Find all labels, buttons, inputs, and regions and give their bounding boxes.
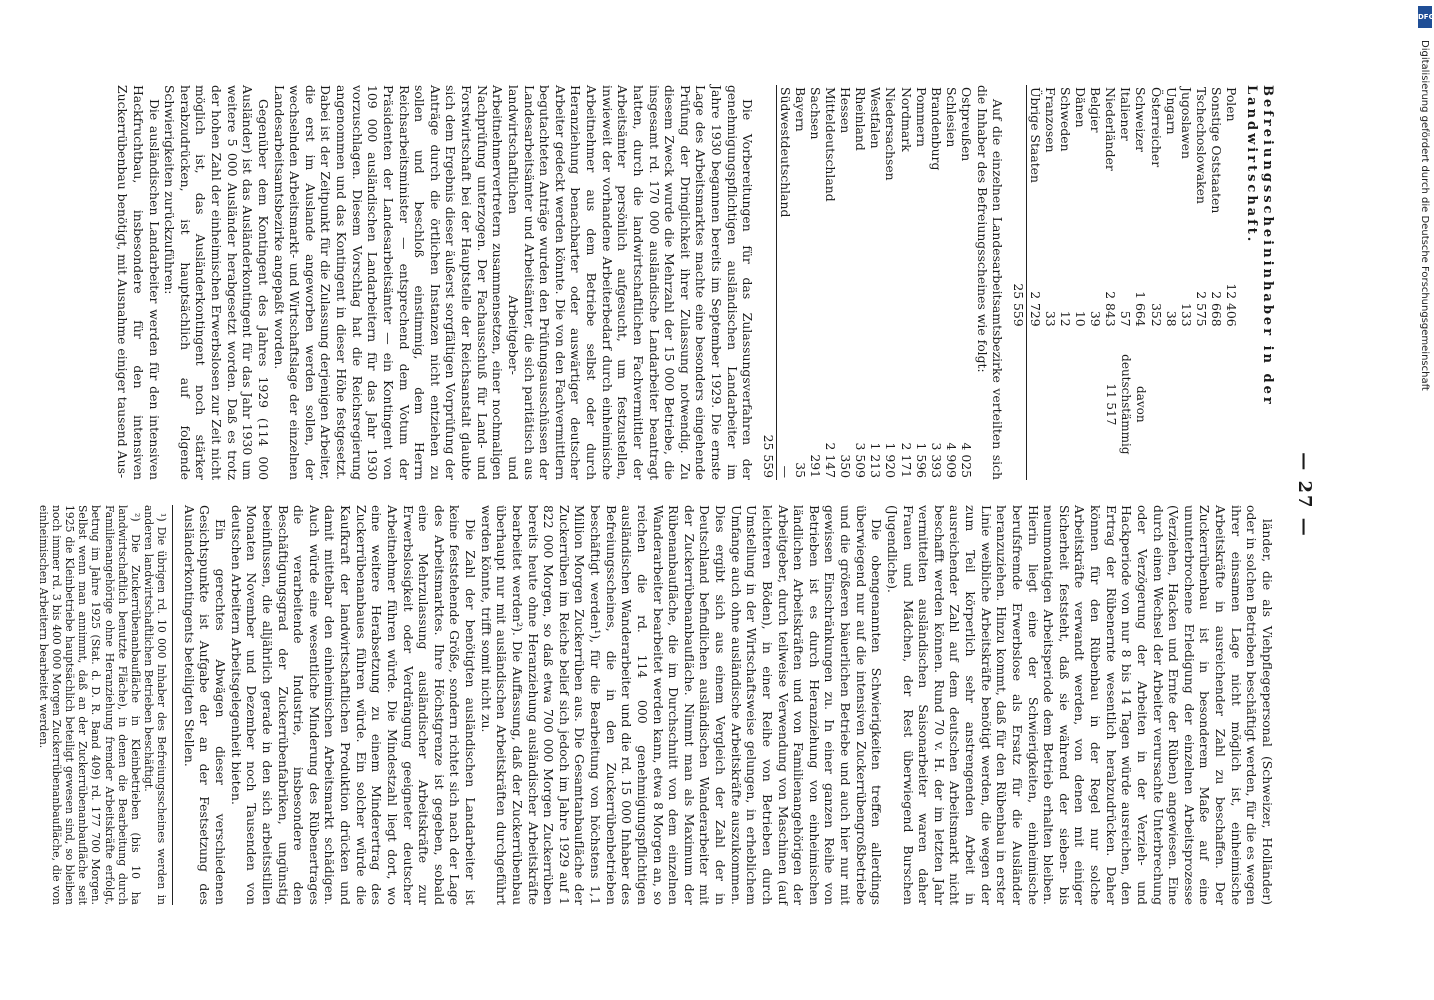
total-spacer <box>761 267 777 418</box>
stats-heading: Befreiungsscheininhaber in der Landwirtschaft. <box>1243 85 1275 407</box>
table-row <box>1027 85 1043 480</box>
row-value: 1 920 <box>883 442 899 478</box>
row-value: 39 <box>1088 310 1104 327</box>
table-row <box>838 85 853 480</box>
table-row <box>1179 85 1194 480</box>
row-spacer <box>959 267 974 418</box>
table-row <box>1088 85 1103 480</box>
row-value: 1 664 <box>1133 291 1149 327</box>
table-row <box>868 85 883 480</box>
row-value: 133 <box>1178 303 1194 327</box>
paragraph: Die Zahl der benötigten ausländischen Landarbeiter ist keine feststehende Größe, sondern richtet sich nach der Lage des Arbeitsmarktes. Ihre Höchstgrenze ist gegeben, sobald eine Mehrzulassung ausländischer Arbeitskräfte zur Erwerbslosigkeit oder Verdrängung geeigneter deutscher Arbeitnehmer führen würde. Die Mindestzahl liegt dort, wo eine weitere Herabsetzung zu einem Minderertrag des Zuckerrübenanbaues führen würde. Ein solcher würde die Kaufkraft der landwirtschaftlichen Produktion drücken und damit mittelbar den einheimischen Arbeitsmarkt schädigen. Auch würde eine wesentliche Minderung des Rübenertrages die verarbeitende Industrie, insbesondere den Beschäftigungsgrad der Zuckerrübenfabriken, ungünstig beeinflussen, die alljährlich gerade in den sich arbeitsstillen Monaten November und Dezember noch Tausenden von deutschen Arbeitern Arbeitsgelegenheit bieten. <box>228 505 479 905</box>
row-label: Nordmark <box>898 87 914 152</box>
row-label: Hessen <box>838 87 854 134</box>
paragraph: Gegenüber dem Kontingent des Jahres 1929 (114 000 Ausländer) ist das Ausländerkontingent für das Jahr 1930 um weitere 5 000 Ausländer herabgesetzt worden. Daß es trotz der hohen Zahl der einheimischen Erwerbslosen zur Zeit nicht möglich ist, das Ausländerkontingent noch stärker herabzudrücken, ist hauptsächlich auf folgende Schwierigkeiten zurückzuführen: <box>162 85 271 480</box>
row-spacer <box>808 267 823 418</box>
row-note <box>1224 329 1239 480</box>
paragraph: Die Vorbereitungen für das Zulassungsverfahren der genehmigungspflichtigen ausländischen Landarbeiter im Jahre 1930 begannen bereits im September 1929. Die ernste Lage des Arbeitsmarktes machte eine besonders eingehende Prüfung der Dringlichkeit ihrer Zulassung notwendig. Zu diesem Zweck wurde die Mehrzahl der 15 000 Betriebe, die insgesamt rd. 170 000 ausländische Landarbeiter beantragt hatten, durch die landwirtschaftlichen Fachvermittler der Arbeitsämter persönlich aufgesucht, um festzustellen, inwieweit der vorhandene Arbeiterbedarf durch einheimische Arbeitnehmer aus dem Betriebe selbst oder durch Heranziehung benachbarter oder auswärtiger deutscher Arbeiter gedeckt werden könnte. Die von den Fachvermittlern begutachteten Anträge wurden den Prüfungsausschüssen der Landesarbeitsämter und Arbeitsämter, die sich paritätisch aus landwirtschaftlichen Arbeitgeber- und Arbeitnehmervertretern zusammensetzen, einer nochmaligen Nachprüfung unterzogen. Der Fachausschuß für Land- und Forstwirtschaft bei der Hauptstelle der Reichsanstalt glaubte sich dem Ergebnis dieser äußerst sorgfältigen Vorprüfung der Anträge durch die örtlichen Instanzen nicht entziehen zu sollen und beschloß einstimmig, dem Herrn Reichsarbeitsminister — entsprechend dem Votum der Präsidenten der Landesarbeitsämter — ein Kontingent von 109 000 ausländischen Landarbeitern für das Jahr 1930 vorzuschlagen. Diesem Vorschlag hat die Reichsregierung angenommen und das Kontingent in dieser Höhe festgesetzt. Dabei ist der Zeitpunkt für die Zulassung derjenigen Arbeiter, die erst im Auslande angeworben werden sollen, der wechselnden Arbeitsmarkt- und Wirtschaftslage der einzelnen Landesarbeitsamtsbezirke angepaßt worden. <box>271 85 756 480</box>
dfg-logo: DFG <box>1418 6 1432 28</box>
table-row <box>1043 85 1058 480</box>
footnote: ²) Die Zuckerrübenanbaufläche in Kleinbetrieben (bis 10 ha landwirtschaftlich benutzte Fläche), in denen die Bearbeitung durch Familienangehörige ohne Heranziehung fremder Arbeitskräfte erfolgt, betrug im Jahre 1925 (Stat. d. D. R. Band 409) rd. 177 700 Morgen. Selbst wenn man annimmt, daß an der Zuckerrübenanbaufläche seit 1925 die Kleinbetriebe hauptsächlich beteiligt gewesen sind, so bleiben noch immer rd. 3 bis 400 000 Morgen Zuckerrübenanbaufläche, die von einheimischen Arbeitern bearbeitet werden. <box>36 505 142 905</box>
page-number: — 27 — <box>1294 452 1315 538</box>
total-row <box>1011 85 1027 480</box>
table-row <box>823 85 838 480</box>
paragraph: Ein gerechtes Abwägen dieser verschiedenen Gesichtspunkte ist Aufgabe der an der Festsetzung des Ausländerkontingents beteiligten Stellen. <box>181 505 229 905</box>
row-label: Niedersachsen <box>883 87 899 181</box>
row-label: Ungarn <box>1163 87 1179 135</box>
row-note <box>1088 329 1103 480</box>
total-value: 25 559 <box>761 418 777 480</box>
row-label: Belgier <box>1088 87 1104 133</box>
table-row <box>883 85 898 480</box>
row-note <box>1027 329 1043 480</box>
footnote: ¹) Die übrigen rd. 10 000 Inhaber des Befreiungsscheines werden in anderen landwirtschaftlichen Betrieben beschäftigt. <box>142 505 169 905</box>
digitization-sidebar <box>1416 10 1432 610</box>
row-value: 4 909 <box>944 442 959 478</box>
row-spacer <box>838 267 853 418</box>
row-note <box>1194 329 1209 480</box>
row-label: Tschechoslowaken <box>1194 87 1209 204</box>
row-label: Mitteldeutschland <box>823 87 838 202</box>
row-label: Dänen <box>1073 87 1088 128</box>
table-row <box>853 85 868 480</box>
row-label: Polen <box>1224 87 1240 122</box>
row-label: Niederländer <box>1103 87 1119 171</box>
row-value: — <box>777 465 793 478</box>
row-label: Westfalen <box>868 87 884 149</box>
row-spacer <box>914 267 929 418</box>
row-note <box>1164 329 1179 480</box>
row-value: 350 <box>838 454 854 478</box>
table-row <box>1118 85 1133 480</box>
row-note <box>1149 329 1164 480</box>
table-row <box>914 85 929 480</box>
table-row <box>1133 85 1148 480</box>
paragraph: Die obengenannten Schwierigkeiten treffen allerdings überwiegend nur auf die intensiven Zuckerrübengroßbetriebe und die größeren bäuerlichen Betriebe und auch hier nur mit gewissen Einschränkungen zu. In einer ganzen Reihe von Betrieben ist es durch Heranziehung von einheimischen ländlichen Arbeitskräften und von Familienangehörigen der Arbeitgeber, durch teilweise Verwendung von Maschinen (auf leichteren Böden), in einer Reihe von Betrieben durch Umstellung in der Wirtschaftsweise gelungen, in erheblichem Umfange auch ohne ausländische Arbeitskräfte auszukommen. Dies ergibt sich aus einem Vergleich der Zahl der in Deutschland befindlichen ausländischen Wanderarbeiter mit der Zuckerrübenanbaufläche. Nimmt man als Maximum der Rübenanbaufläche, die im Durchschnitt von dem einzelnen Wanderarbeiter bearbeitet werden kann, etwa 8 Morgen an, so reichen die rd. 114 000 genehmigungspflichtigen ausländischen Wanderarbeiter und die rd. 15 000 Inhaber des Befreiungsscheines, die in den Zuckerrübenbetrieben beschäftigt werden¹), für die Bearbeitung von höchstens 1,1 Million Morgen Zuckerrüben aus. Die Gesamtanbaufläche der Zuckerrüben im Reiche belief sich jedoch im Jahre 1929 auf 1 822 000 Morgen, so daß etwa 700 000 Morgen Zuckerrüben bereits heute ohne Heranziehung ausländischer Arbeitskräfte bearbeitet werden²). Die Auffassung, daß der Zuckerrübenbau überhaupt nur mit ausländischen Arbeitskräften durchgeführt werden könnte, trifft somit nicht zu. <box>478 505 885 905</box>
table-row <box>1224 85 1239 480</box>
row-value: 10 <box>1073 310 1088 327</box>
row-label: Pommern <box>913 87 929 148</box>
row-value: 33 <box>1042 310 1058 327</box>
note-label: deutschstämmig <box>1119 354 1134 455</box>
row-note <box>1209 329 1224 480</box>
row-label: Bayern <box>792 87 808 132</box>
table-row <box>793 85 808 480</box>
row-value: 2 668 <box>1209 291 1225 327</box>
paragraph: Die ausländischen Landarbeiter werden für den intensiven Hackfruchtbau, insbesondere für den intensiven Zuckerrübenbau benötigt, mit Ausnahme einiger tausend Aus- <box>115 85 162 480</box>
row-label: Südwestdeutschland <box>777 87 793 218</box>
districts-intro: Auf die einzelnen Landesarbeitsamtsbezirke verteilten sich die Inhaber des Befreiungsscheines wie folgt: <box>974 85 1006 480</box>
row-value: 57 <box>1118 310 1134 327</box>
row-value: 35 <box>792 462 808 478</box>
row-value: 2 843 <box>1103 291 1119 327</box>
table-row <box>899 85 914 480</box>
note-value: 11 517 <box>1104 383 1119 426</box>
row-spacer <box>944 267 959 418</box>
total-spacer <box>761 85 777 267</box>
row-label: Sonstige Oststaaten <box>1209 87 1225 214</box>
row-value: 12 <box>1057 310 1073 327</box>
table-row <box>1209 85 1224 480</box>
table-row <box>929 85 944 480</box>
digitization-credit: Digitalisierung gefördert durch die Deutsche Forschungsgemeinschaft <box>1419 40 1430 391</box>
district-table <box>761 85 974 480</box>
row-label: Übrige Staaten <box>1027 87 1043 183</box>
left-column <box>115 85 1275 480</box>
row-note <box>1179 329 1194 480</box>
row-spacer <box>777 267 793 418</box>
row-note <box>1118 329 1133 480</box>
row-value: 2 575 <box>1194 291 1209 327</box>
row-label: Franzosen <box>1042 87 1058 153</box>
row-value: 1 213 <box>868 442 884 478</box>
row-label: Ostpreußen <box>959 87 975 162</box>
row-spacer <box>823 267 838 418</box>
row-value: 1 596 <box>913 442 929 478</box>
row-value: 3 509 <box>853 442 869 478</box>
row-label: Jugoslawen <box>1178 87 1194 159</box>
paragraph: länder, die als Viehpflegepersonal (Schweizer, Holländer) oder in solchen Betrieben beschäftigt werden, für die es wegen ihrer einsamen Lage nicht möglich ist, einheimische Arbeitskräfte in ausreichender Zahl zu beschaffen. Der Zuckerrübenbau ist in besonderem Maße auf eine ununterbrochene Erledigung der einzelnen Arbeitsprozesse (Verziehen, Hacken und Ernte der Rüben) angewiesen. Eine durch einen Wechsel der Arbeiter verursachte Unterbrechung oder Verzögerung der Arbeiten in der Verzieh- und Hackperiode von nur 8 bis 14 Tagen würde ausreichen, den Ertrag der Rübenernte wesentlich herabzudrücken. Daher können für den Rübenbau in der Regel nur solche Arbeitskräfte verwandt werden, von denen mit einiger Sicherheit feststeht, daß sie während der sieben- bis neunmonatigen Arbeitsperiode dem Betrieb erhalten bleiben. Hierin liegt eine der Schwierigkeiten, einheimische berufsfremde Erwerbslose als Ersatz für die Ausländer heranzuziehen. Hinzu kommt, daß für den Rübenbau in erster Linie weibliche Arbeitskräfte benötigt werden, die wegen der zum Teil körperlich sehr anstrengenden Arbeit in ausreichender Zahl auf dem deutschen Arbeitsmarkt nicht beschafft werden können. Rund 70 v. H. der im letzten Jahr vermittelten ausländischen Saisonarbeiter waren daher Frauen und Mädchen, der Rest überwiegend Burschen (Jugendliche). <box>885 505 1275 905</box>
row-value: 12 406 <box>1224 283 1240 327</box>
table-row <box>1149 85 1164 480</box>
row-spacer <box>793 267 808 418</box>
row-label: Sachsen <box>807 87 823 140</box>
row-value: 3 393 <box>928 442 944 478</box>
row-value: 291 <box>807 454 823 478</box>
row-note <box>1073 329 1088 480</box>
total-row <box>761 85 777 480</box>
row-spacer <box>929 267 944 418</box>
row-label: Rheinland <box>853 87 869 151</box>
row-note <box>1133 329 1148 480</box>
row-value: 2 171 <box>898 442 914 478</box>
row-value: 352 <box>1148 303 1164 327</box>
row-note <box>1103 329 1118 480</box>
row-spacer <box>868 267 883 418</box>
row-spacer <box>853 267 868 418</box>
row-value: 2 147 <box>823 442 838 478</box>
row-note <box>1043 329 1058 480</box>
document-page <box>36 85 1315 905</box>
row-label: Schweden <box>1057 87 1073 152</box>
table-row <box>1194 85 1209 480</box>
right-column <box>36 505 1275 905</box>
row-note <box>1058 329 1073 480</box>
total-value: 25 559 <box>1011 267 1027 329</box>
footnotes <box>37 505 174 905</box>
row-value: 4 025 <box>959 442 975 478</box>
total-spacer <box>1011 85 1027 267</box>
table-row <box>944 85 959 480</box>
row-label: Schlesien <box>944 87 959 148</box>
row-label: Schweizer <box>1133 87 1149 153</box>
row-label: Italiener <box>1118 87 1134 141</box>
table-row <box>777 85 793 480</box>
table-row <box>808 85 823 480</box>
row-label: Brandenburg <box>928 87 944 171</box>
table-row <box>959 85 974 480</box>
table-row <box>1103 85 1118 480</box>
table-row <box>1073 85 1088 480</box>
table-row <box>1164 85 1179 480</box>
note-label: davon <box>1134 386 1149 423</box>
row-spacer <box>883 267 898 418</box>
row-label: Österreicher <box>1148 87 1164 168</box>
row-value: 2 729 <box>1027 291 1043 327</box>
table-row <box>1058 85 1073 480</box>
total-note-spacer <box>1011 329 1027 480</box>
nationality-table <box>1011 85 1239 480</box>
row-spacer <box>899 267 914 418</box>
row-value: 38 <box>1163 310 1179 327</box>
